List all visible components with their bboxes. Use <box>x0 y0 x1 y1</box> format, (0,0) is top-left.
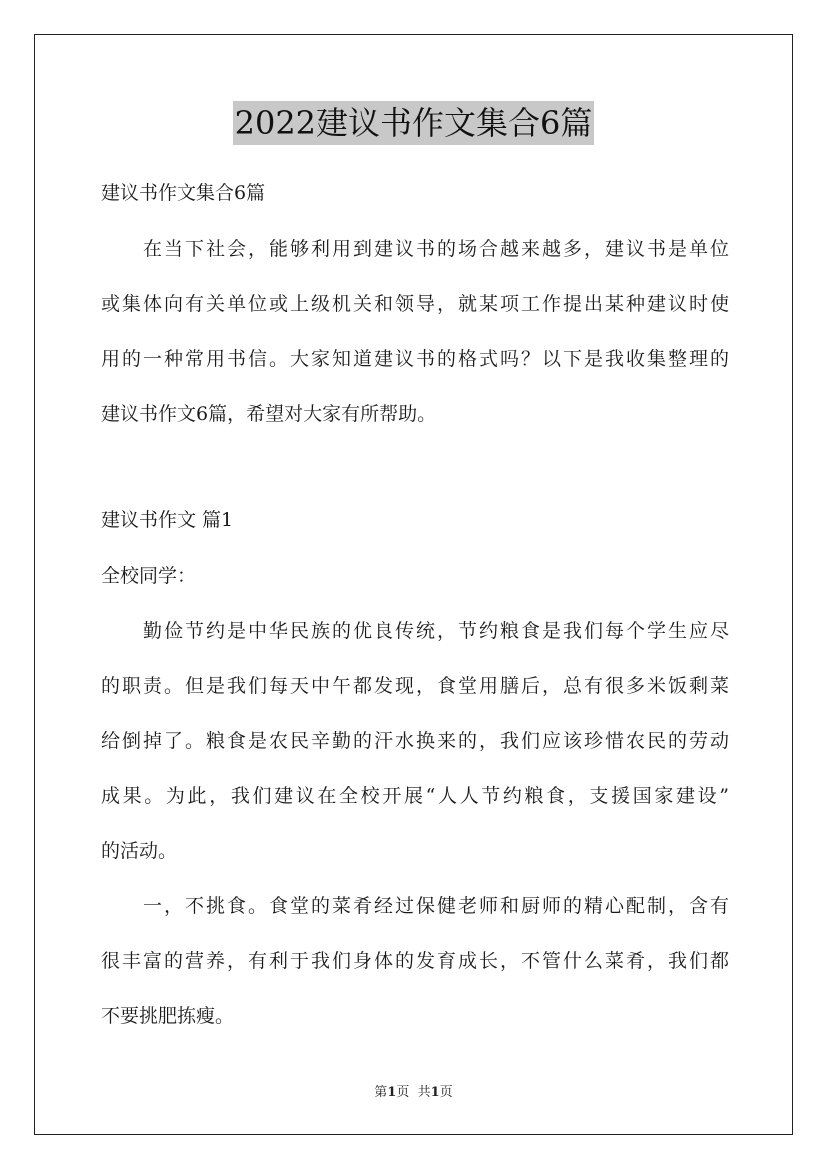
paragraph-line: 不要挑肥拣瘦。 <box>101 1005 235 1027</box>
page-footer <box>0 1085 827 1101</box>
page-suffix: 页 <box>396 1085 410 1100</box>
title-container <box>0 101 827 145</box>
total-number: 1 <box>430 1085 440 1100</box>
paragraph-line: 的活动。 <box>101 840 178 862</box>
page-number: 1 <box>387 1085 397 1100</box>
intro-line: 或集体向有关单位或上级机关和领导，就某项工作提出某种建议时使 <box>101 293 729 315</box>
intro-line: 建议书作文6篇，希望对大家有所帮助。 <box>101 403 437 425</box>
paragraph-line: 的职责。但是我们每天中午都发现，食堂用膳后，总有很多米饭剩菜 <box>101 675 729 697</box>
paragraph-line: 成果。为此，我们建议在全校开展“人人节约粮食，支援国家建设” <box>101 785 729 807</box>
paragraph-line: 勤俭节约是中华民族的优良传统，节约粮食是我们每个学生应尽 <box>143 620 729 642</box>
page-prefix: 第 <box>374 1085 388 1100</box>
intro-line: 在当下社会，能够利用到建议书的场合越来越多，建议书是单位 <box>143 238 729 260</box>
section-heading: 建议书作文 篇1 <box>101 509 234 531</box>
document-subtitle: 建议书作文集合6篇 <box>101 182 266 204</box>
paragraph-line: 一，不挑食。食堂的菜肴经过保健老师和厨师的精心配制，含有 <box>143 895 729 917</box>
document-title: 2022建议书作文集合6篇 <box>233 101 595 145</box>
intro-line: 用的一种常用书信。大家知道建议书的格式吗？以下是我收集整理的 <box>101 348 729 370</box>
paragraph-line: 给倒掉了。粮食是农民辛勤的汗水换来的，我们应该珍惜农民的劳动 <box>101 730 729 752</box>
salutation: 全校同学： <box>101 565 197 587</box>
paragraph-line: 很丰富的营养，有利于我们身体的发育成长，不管什么菜肴，我们都 <box>101 950 729 972</box>
total-suffix: 页 <box>439 1085 453 1100</box>
total-prefix: 共 <box>417 1085 431 1100</box>
